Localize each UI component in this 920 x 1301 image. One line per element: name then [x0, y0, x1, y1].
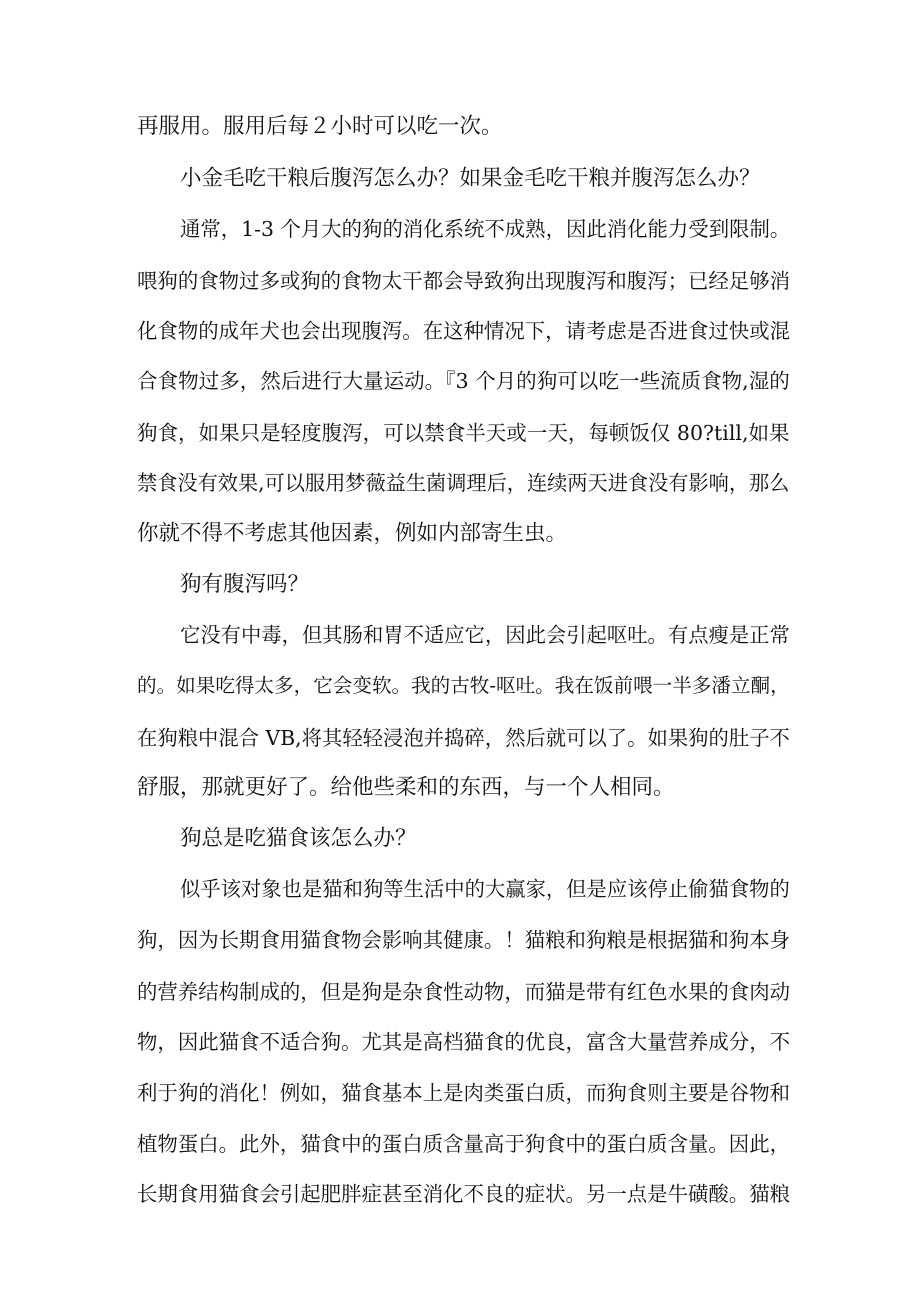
line-text: 合食物过多，然后进行大量运动。『3 个月的狗可以吃一些流质食物,湿的 [137, 369, 790, 393]
text-line [0, 1073, 920, 1113]
text-line [0, 1174, 920, 1214]
line-text: 狗食，如果只是轻度腹泻，可以禁食半天或一天，每顿饭仅 80?till,如果 [137, 421, 790, 445]
line-text: 物，因此猫食不适合狗。尤其是高档猫食的优良，富含大量营养成分，不 [137, 1030, 790, 1054]
text-line [0, 1022, 920, 1062]
heading-line [0, 565, 920, 605]
line-text: 利于狗的消化！例如，猫食基本上是肉类蛋白质，而狗食则主要是谷物和 [137, 1081, 790, 1105]
text-line [0, 209, 920, 249]
line-text: 喂狗的食物过多或狗的食物太干都会导致狗出现腹泻和腹泻；已经足够消 [137, 269, 790, 293]
line-text: 在狗粮中混合 VB,将其轻轻浸泡并捣碎，然后就可以了。如果狗的肚子不 [137, 726, 790, 750]
text-line [0, 920, 920, 960]
text-line [0, 261, 920, 301]
line-text: 长期食用猫食会引起肥胖症甚至消化不良的症状。另一点是牛磺酸。猫粮 [137, 1182, 790, 1206]
text-line [0, 311, 920, 351]
line-text: 狗有腹泻吗？ [180, 572, 310, 597]
text-line [0, 463, 920, 503]
text-line [0, 514, 920, 554]
line-text: 通常，1-3 个月大的狗的消化系统不成熟，因此消化能力受到限制。 [180, 217, 791, 241]
text-line [0, 768, 920, 808]
line-text: 它没有中毒，但其肠和胃不适应它，因此会引起呕吐。有点瘦是正常 [180, 623, 790, 647]
text-line [0, 159, 920, 199]
line-text: 植物蛋白。此外，猫食中的蛋白质含量高于狗食中的蛋白质含量。因此， [137, 1132, 790, 1156]
text-line [0, 107, 920, 147]
line-text: 的营养结构制成的，但是狗是杂食性动物，而猫是带有红色水果的食肉动 [137, 980, 790, 1004]
text-line [0, 972, 920, 1012]
text-line [0, 413, 920, 453]
text-line [0, 718, 920, 758]
text-line [0, 361, 920, 401]
line-text: 狗总是吃猫食该怎么办？ [180, 826, 417, 851]
line-text: 再服用。服用后每２小时可以吃一次。 [137, 114, 503, 139]
text-line [0, 615, 920, 655]
text-line [0, 1124, 920, 1164]
line-text: 的。如果吃得太多，它会变软。我的古牧-呕吐。我在饭前喂一半多潘立酮， [137, 674, 790, 697]
text-line [0, 869, 920, 909]
line-text: 禁食没有效果,可以服用梦薇益生菌调理后，连续两天进食没有影响，那么 [137, 471, 790, 495]
line-text: 化食物的成年犬也会出现腹泻。在这种情况下，请考虑是否进食过快或混 [137, 319, 790, 343]
line-text: 狗，因为长期食用猫食物会影响其健康。！猫粮和狗粮是根据猫和狗本身 [137, 928, 790, 952]
line-text: 你就不得不考虑其他因素，例如内部寄生虫。 [137, 521, 568, 546]
line-text: 似乎该对象也是猫和狗等生活中的大赢家，但是应该停止偷猫食物的 [180, 877, 790, 901]
heading-line [0, 819, 920, 859]
text-line [0, 666, 920, 706]
line-text: 小金毛吃干粮后腹泻怎么办？如果金毛吃干粮并腹泻怎么办？ [180, 166, 761, 191]
line-text: 舒服，那就更好了。给他些柔和的东西，与一个人相同。 [137, 775, 675, 800]
